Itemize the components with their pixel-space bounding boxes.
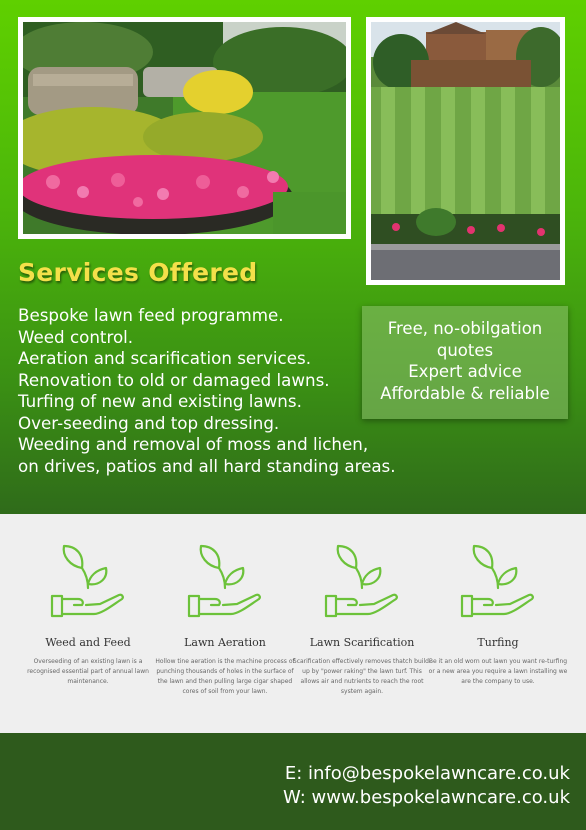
feature-title: Lawn Aeration [184,636,266,649]
service-item: Turfing of new and existing lawns. [18,391,302,411]
feature-description: Hollow tine aeration is the machine process of punching thousands of holes in the surface of the lawn and then pulling large cigar shaped cores of soil from your lawn. [155,658,295,695]
feature-description: Overseeding of an existing lawn is a recognised essential part of annual lawn maintenance. [27,658,149,685]
service-item: Renovation to old or damaged lawns. [18,369,330,390]
feature-title: Turfing [477,636,519,649]
garden-photo [18,17,351,239]
feature-turfing [428,544,568,687]
feature-lawn-scarification [292,544,432,697]
quote-line: Free, no-obilgation [387,319,543,338]
services-heading: Services Offered [18,258,258,287]
quote-line: quotes [436,340,494,360]
quote-line: Expert advice [408,362,522,381]
feature-description: Scarification effectively removes thatch build-up by "power raking" the lawn turf. This allows air and nutrients to reach the root system again. [292,658,432,695]
quote-box [362,306,568,419]
garden-flowerbed-image [23,22,346,234]
service-item: Aeration and scarification services. [18,348,311,368]
lawn-photo [366,17,565,285]
email-contact[interactable]: E: info@bespokelawncare.co.uk [284,763,570,784]
hand-plant-icon [48,544,128,620]
feature-weed-and-feed [18,544,158,687]
feature-description: Be it an old worn out lawn you want re-turfing or a new area you require a lawn installing we are the company to use. [428,658,568,685]
hand-plant-icon [458,544,538,620]
website-contact[interactable]: W: www.bespokelawncare.co.uk [283,787,570,808]
hand-plant-icon [322,544,402,620]
service-item: Over-seeding and top dressing. [18,412,280,433]
service-item: Bespoke lawn feed programme. [18,305,284,325]
feature-title: Lawn Scarification [309,636,415,649]
striped-lawn-image [371,22,560,280]
quote-line: Affordable & reliable [380,383,550,403]
service-item: Weed control. [18,326,134,347]
hand-plant-icon [185,544,265,620]
service-item: Weeding and removal of moss and lichen, [18,434,369,454]
service-item: on drives, patios and all hard standing areas. [18,455,396,476]
feature-lawn-aeration [155,544,295,697]
feature-title: Weed and Feed [45,636,131,649]
